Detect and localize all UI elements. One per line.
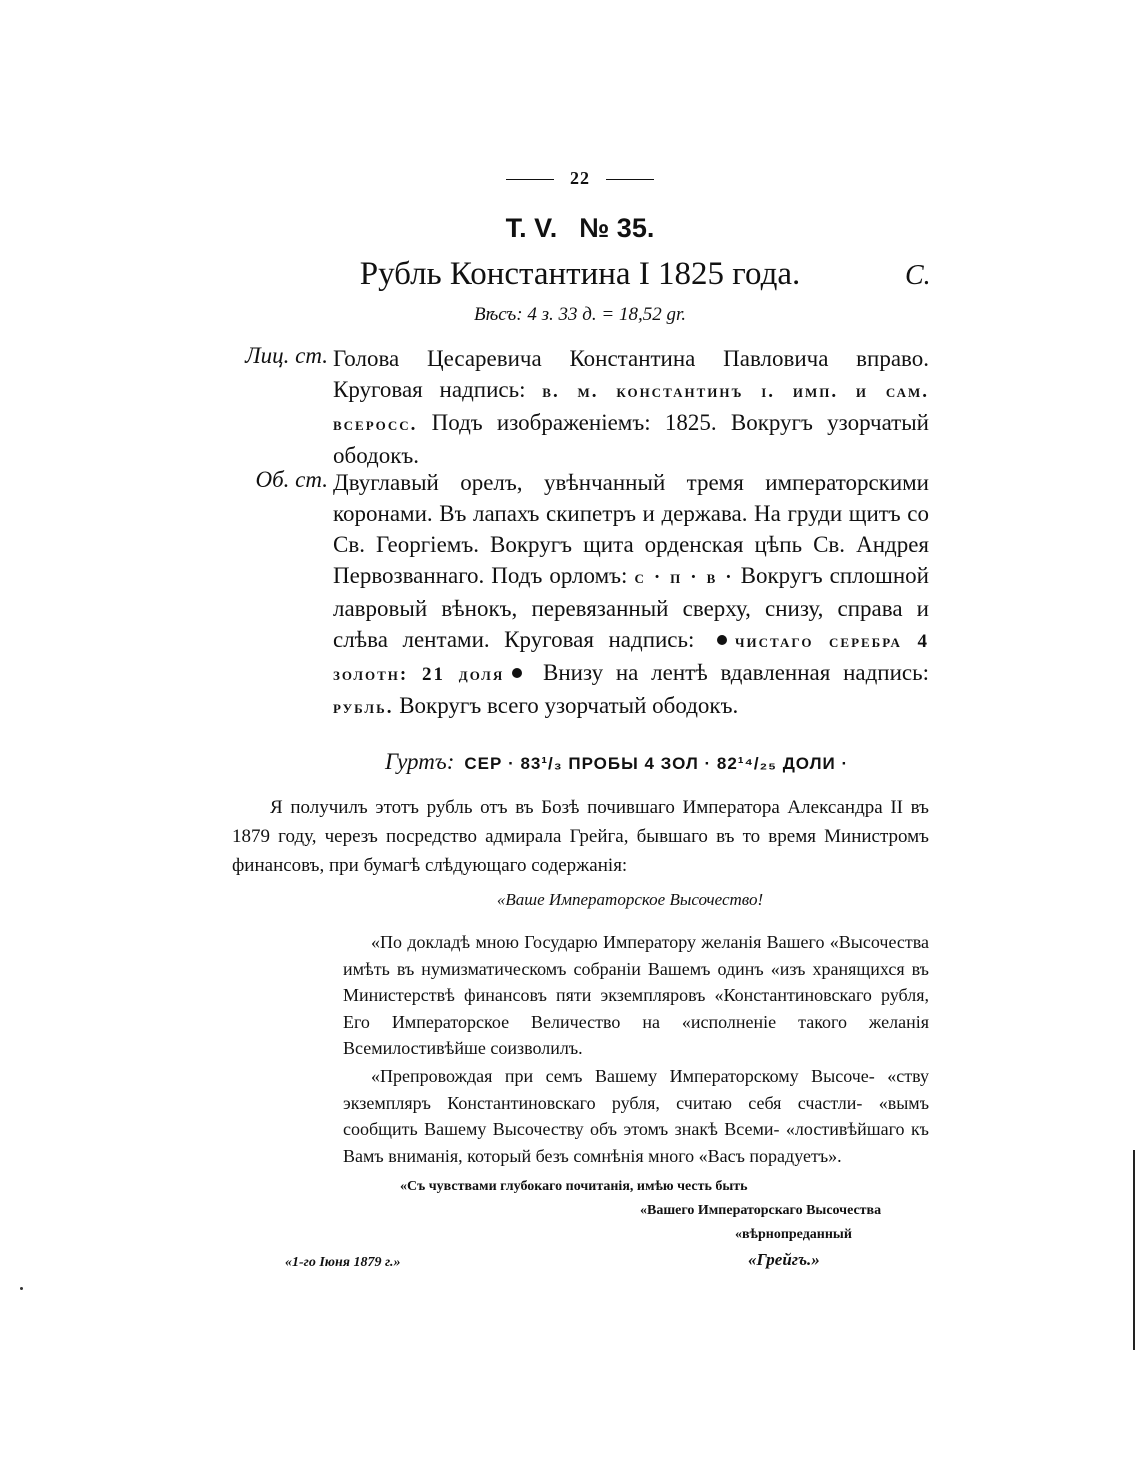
bullet-icon (512, 668, 522, 678)
obverse-label: Лиц. ст. (245, 343, 328, 368)
edge-inscription (385, 749, 945, 775)
obverse-text-a: Голова Цесаревича Константина Павловича вправо. Круговая надпись: (333, 346, 929, 402)
obverse-legend: в. м. константинъ і. имп. и сам. всеросс. (333, 381, 929, 435)
reverse-text-d: Вокругъ всего узорчатый ободокъ. (393, 693, 739, 718)
reverse-legend: чистаго серебра 4 золотн: 21 доля (333, 631, 929, 685)
plate-number: № 35. (579, 213, 655, 243)
scan-speck (20, 1287, 23, 1290)
letter-paragraph-1: «По докладѣ мною Государю Императору желанія Вашего «Высочества имѣть въ нумизматическомъ собраніи Вашемъ одинъ «изъ хранящихся въ Министерствѣ финансовъ пяти экземпляровъ «Константиновскаго рубля, Его Императорское Величество на «исполненіе такого желанія Всемилостивѣйше соизволилъ. (343, 932, 929, 1059)
page-number (490, 168, 670, 189)
reverse-ribbon: рубль. (333, 697, 394, 718)
obverse-text-b: Подъ изображеніемъ: 1825. Вокругъ узорчатый ободокъ. (333, 410, 929, 468)
coin-title: Рубль Константина I 1825 года. (359, 256, 801, 292)
page-number-value: 22 (570, 168, 590, 188)
letter-closing-2: «Вашего Императорскаго Высочества (640, 1203, 882, 1218)
obverse-description (333, 343, 929, 471)
letter-paragraph-2: «Препровождая при семъ Вашему Императорскому Высоче- «ству экземпляръ Константиновскаго рубля, считаю себя счастли- «вымъ сообщить Вашему Высочеству объ этомъ знакѣ Всеми- «лостивѣйшаго къ Вамъ вниманія, который безъ сомнѣнія много «Васъ порадуетъ». (343, 1066, 929, 1166)
rarity-mark: С. (905, 260, 931, 291)
reverse-description (333, 467, 929, 723)
plate-reference (390, 213, 770, 244)
reverse-mint: с · п · в · (634, 567, 734, 588)
reverse-text-b: Вокругъ сплошной лавровый вѣнокъ, перевязанный сверху, снизу, справа и слѣва лентами. Круговая надпись: (333, 563, 929, 652)
rule-right (606, 179, 654, 180)
edge-label: Гуртъ: (385, 749, 455, 774)
rule-left (506, 179, 554, 180)
letter-closing-3: «вѣрнопреданный (735, 1227, 852, 1242)
reverse-text-c: Внизу на лентѣ вдавленная надпись: (530, 660, 929, 685)
letter-date: «1-го Іюня 1879 г.» (285, 1255, 401, 1270)
letter-signature: «Грейгъ.» (748, 1250, 820, 1269)
bullet-icon (717, 635, 727, 645)
letter-closing-1: «Съ чувствами глубокаго почитанія, имѣю честь быть (400, 1179, 748, 1194)
coin-weight: Вѣсъ: 4 з. 33 д. = 18,52 gr. (473, 304, 687, 325)
plate-table: T. V. (505, 213, 558, 243)
reverse-label: Об. ст. (255, 467, 328, 492)
letter-salutation: «Ваше Императорское Высочество! (496, 890, 764, 909)
reverse-text-a: Двуглавый орелъ, увѣнчанный тремя императорскими коронами. Въ лапахъ скипетръ и держава. На груди щитъ со Св. Георгіемъ. Вокругъ щита орденская цѣпь Св. Андрея Первозваннаго. Подъ орломъ: (333, 470, 929, 588)
edge-text: СЕР · 83¹/₃ ПРОБЫ 4 ЗОЛ · 82¹⁴/₂₅ ДОЛИ · (464, 754, 849, 773)
provenance-note: Я получилъ этотъ рубль отъ въ Бозѣ почившаго Императора Александра II въ 1879 году, черезъ посредство адмирала Грейга, бывшаго въ то время Министромъ финансовъ, при бумагѣ слѣдующаго содержанія: (232, 797, 929, 876)
scan-edge-line (1133, 1150, 1135, 1350)
